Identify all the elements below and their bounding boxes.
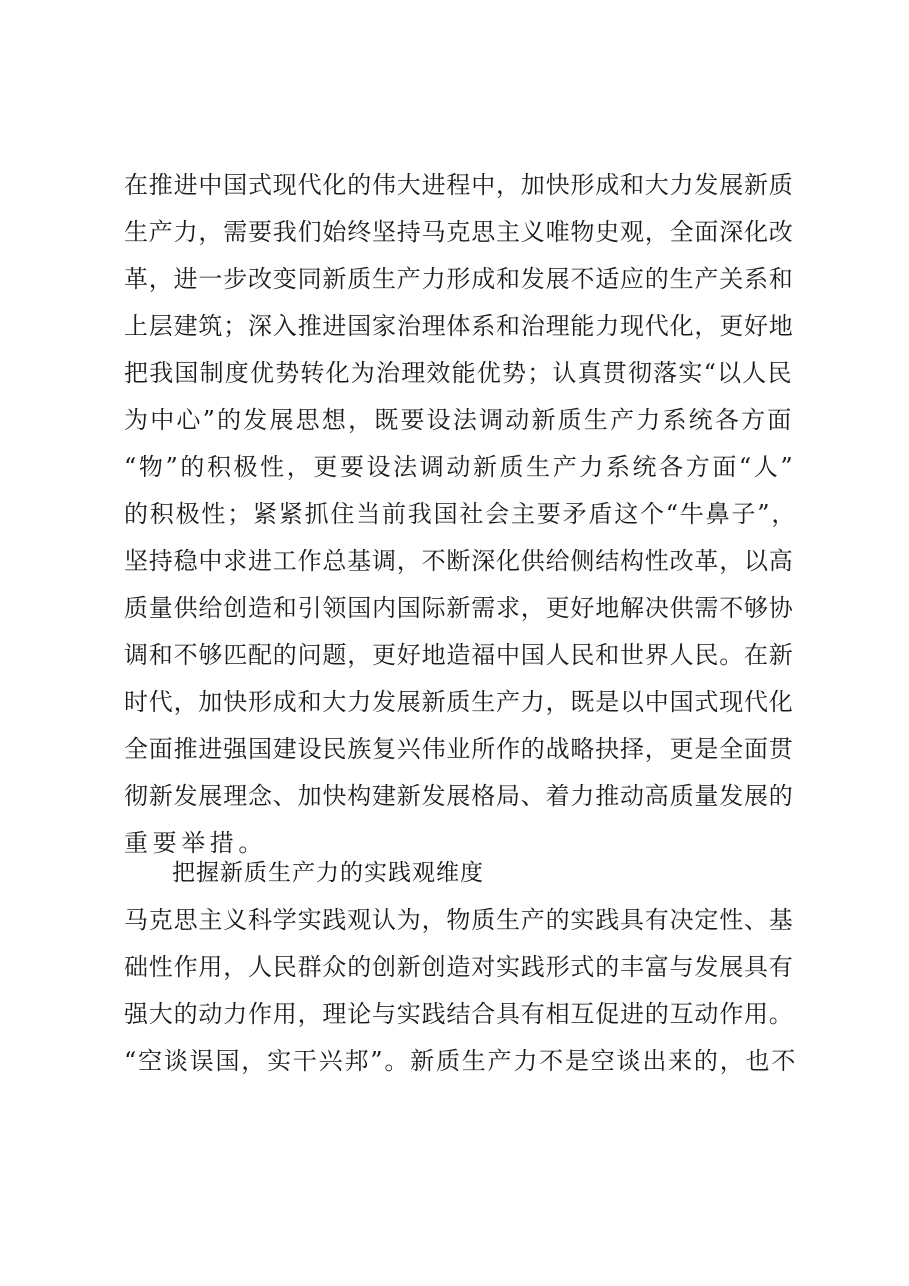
paragraph-1-line: 质量供给创造和引领国内国际新需求，更好地解决供需不够协 bbox=[124, 594, 794, 622]
paragraph-1-line: “物”的积极性，更要设法调动新质生产力系统各方面“人” bbox=[124, 453, 796, 481]
paragraph-1-line: 生产力，需要我们始终坚持马克思主义唯物史观，全面深化改 bbox=[124, 218, 794, 246]
paragraph-1-line: 时代，加快形成和大力发展新质生产力，既是以中国式现代化 bbox=[124, 688, 794, 716]
paragraph-1-line: 把我国制度优势转化为治理效能优势；认真贯彻落实“以人民 bbox=[124, 359, 793, 387]
paragraph-1-line: 彻新发展理念、加快构建新发展格局、着力推动高质量发展的 bbox=[124, 782, 794, 810]
paragraph-2-line: 强大的动力作用，理论与实践结合具有相互促进的互动作用。 bbox=[124, 1000, 794, 1028]
paragraph-1-line: 调和不够匹配的问题，更好地造福中国人民和世界人民。在新 bbox=[124, 641, 794, 669]
paragraph-1-line: 坚持稳中求进工作总基调，不断深化供给侧结构性改革，以高 bbox=[124, 547, 794, 575]
paragraph-1-line: 为中心”的发展思想，既要设法调动新质生产力系统各方面 bbox=[124, 406, 794, 434]
paragraph-1-line: 全面推进强国建设民族复兴伟业所作的战略抉择，更是全面贯 bbox=[124, 735, 794, 763]
section-heading: 把握新质生产力的实践观维度 bbox=[172, 860, 484, 886]
paragraph-1-line: 在推进中国式现代化的伟大进程中，加快形成和大力发展新质 bbox=[124, 171, 794, 199]
paragraph-2-line: 础性作用，人民群众的创新创造对实践形式的丰富与发展具有 bbox=[124, 953, 794, 981]
paragraph-1-line: 上层建筑；深入推进国家治理体系和治理能力现代化，更好地 bbox=[124, 312, 794, 340]
paragraph-2-line: “空谈误国，实干兴邦”。新质生产力不是空谈出来的，也不 bbox=[124, 1047, 798, 1075]
paragraph-1-line: 的积极性；紧紧抓住当前我国社会主要矛盾这个“牛鼻子”， bbox=[124, 500, 798, 528]
paragraph-1-line: 重要举措。 bbox=[124, 829, 267, 857]
paragraph-1-line: 革，进一步改变同新质生产力形成和发展不适应的生产关系和 bbox=[124, 265, 794, 293]
paragraph-2-line: 马克思主义科学实践观认为，物质生产的实践具有决定性、基 bbox=[124, 906, 794, 934]
